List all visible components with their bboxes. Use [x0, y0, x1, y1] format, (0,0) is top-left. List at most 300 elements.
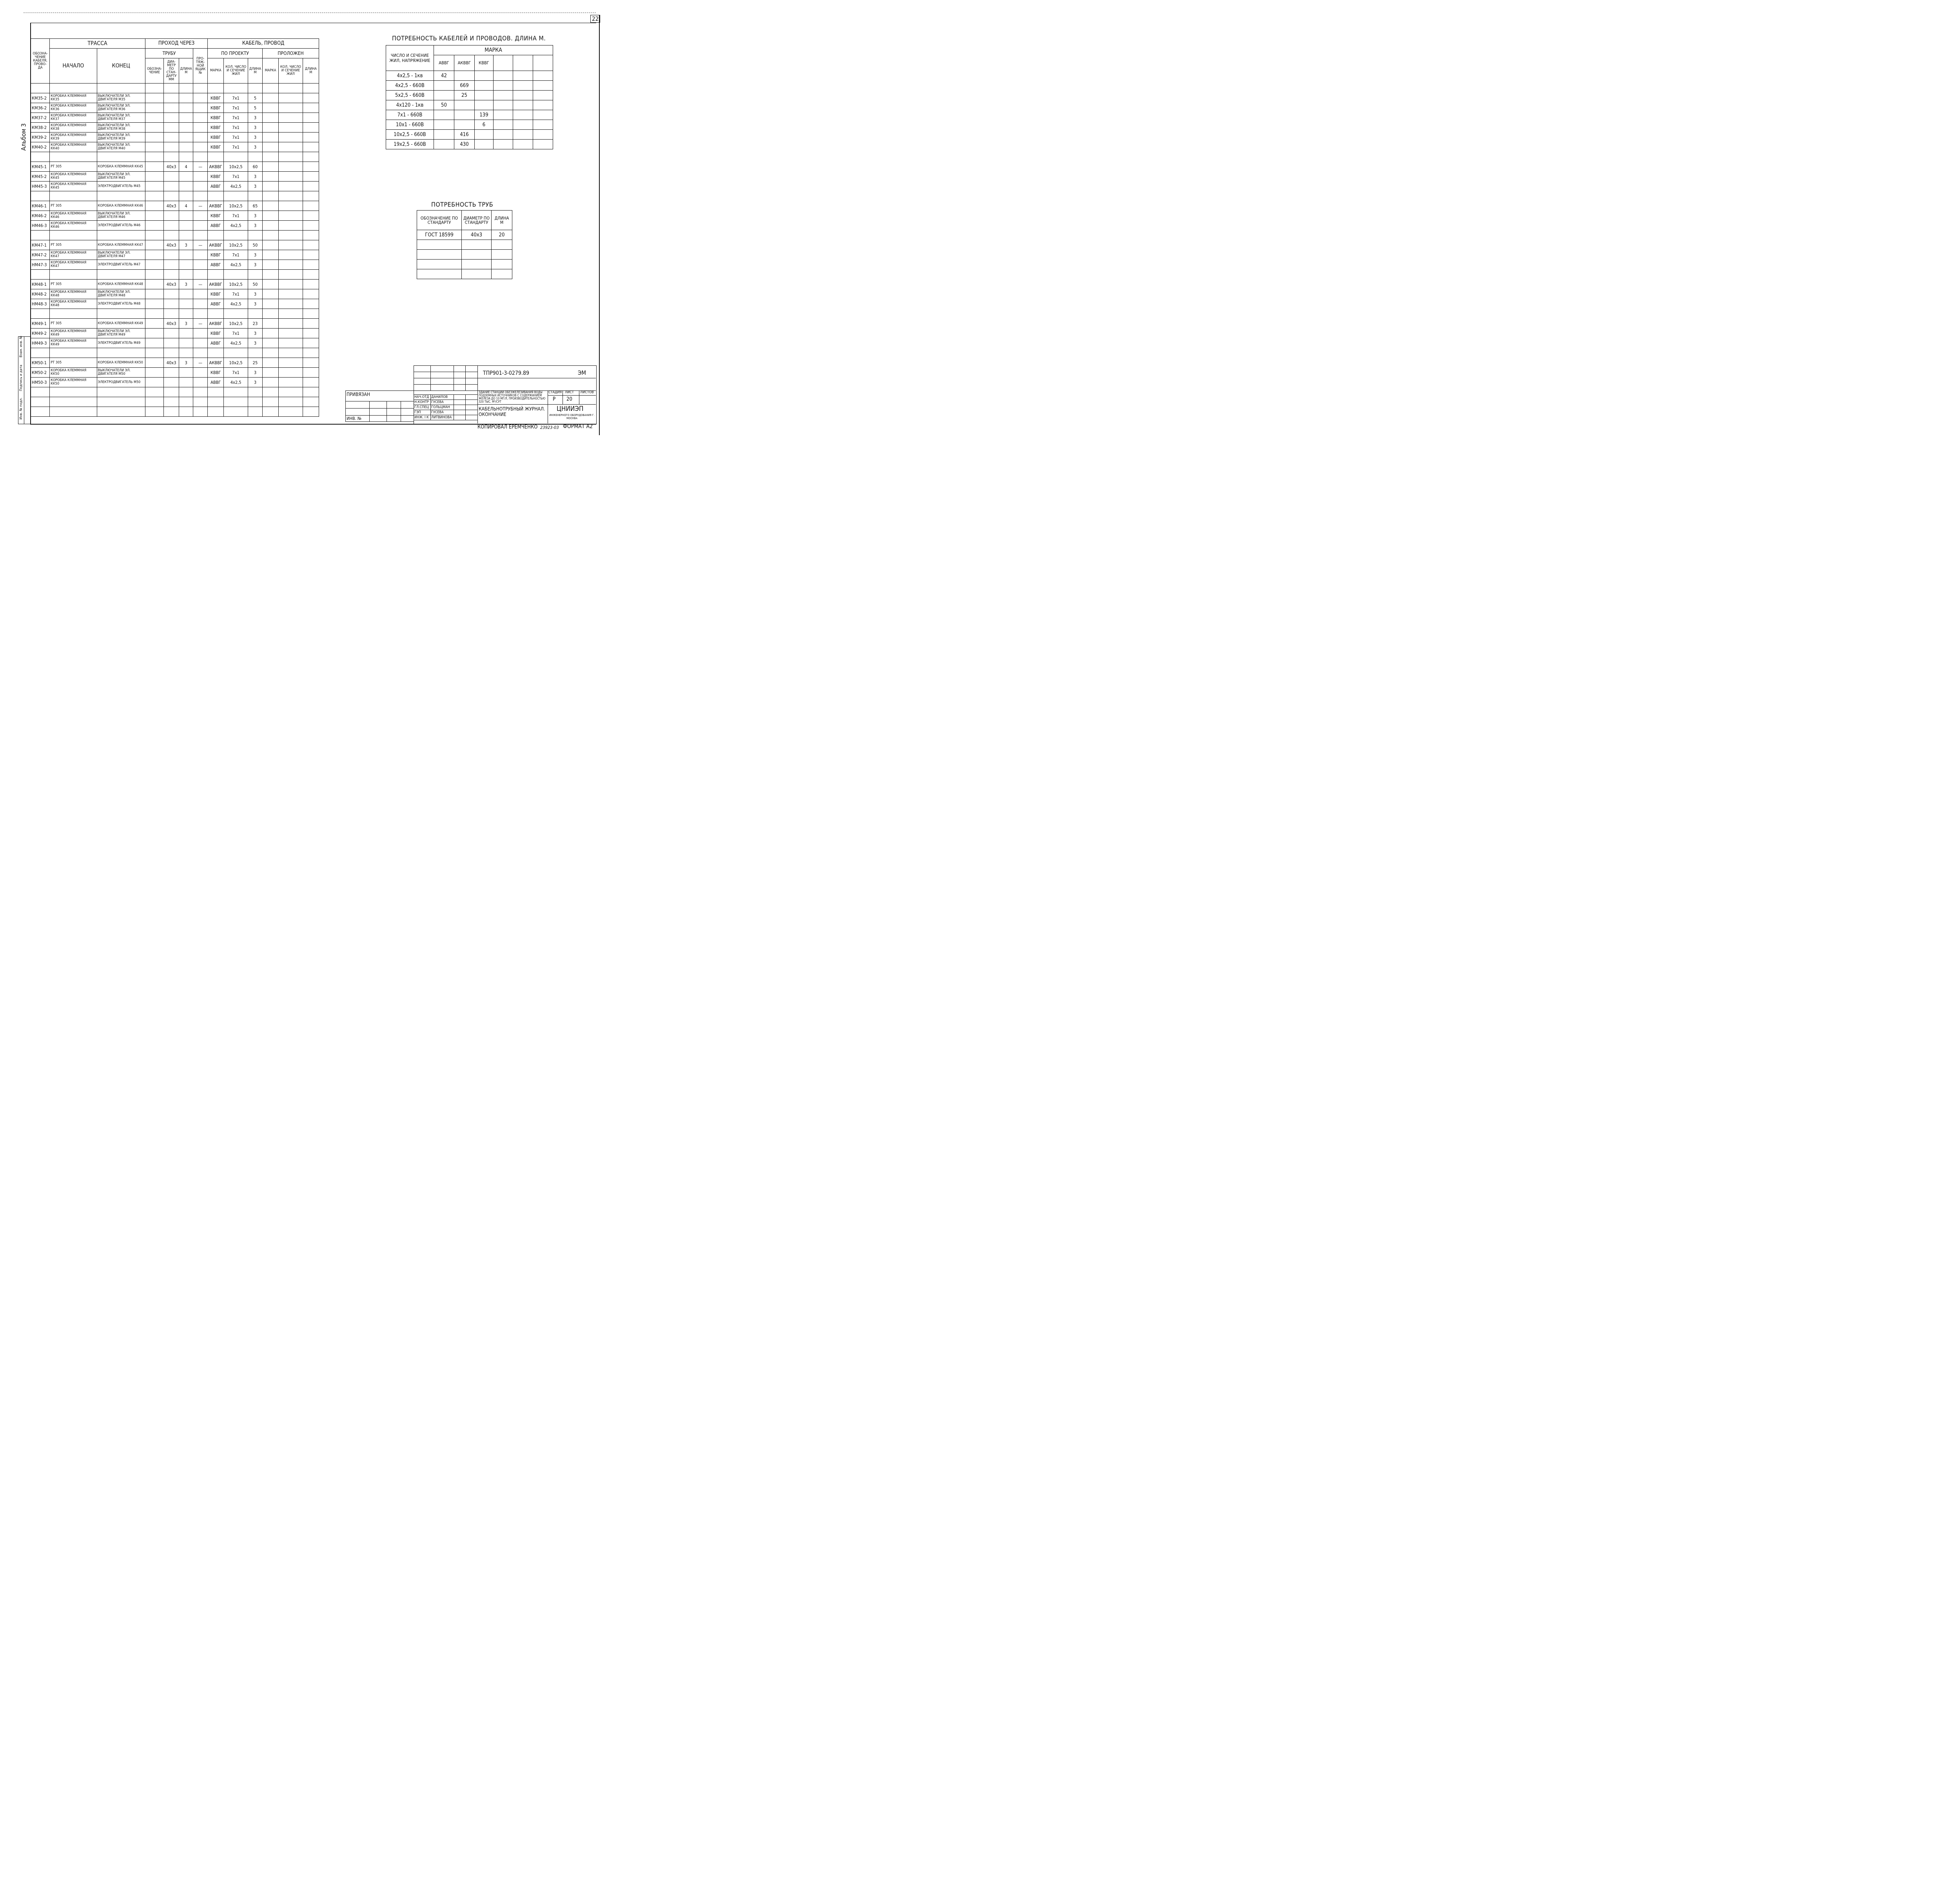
stamp-role: НАЧ.ОТД [414, 395, 431, 400]
cable-marka: АКВВГ [208, 319, 224, 329]
strip-inv-podl: Инв. № подл. [19, 398, 23, 419]
empty-cell [164, 387, 179, 397]
pipes-empty [462, 240, 492, 250]
empty-cell [279, 407, 303, 417]
empty-cell [193, 407, 208, 417]
cable-marka: АКВВГ [208, 358, 224, 368]
cable-cores: 7х1 [224, 133, 248, 142]
cables-value [494, 91, 513, 100]
cable-marka: КВВГ [208, 329, 224, 338]
laid-length [303, 368, 319, 378]
cable-id: КМ48-1 [31, 280, 50, 289]
cable-cores: 10х2,5 [224, 201, 248, 211]
empty-cell [303, 407, 319, 417]
cables-row [386, 100, 553, 110]
laid-marka [262, 93, 278, 103]
cable-length: 3 [248, 182, 262, 191]
cables-mark-empty [494, 55, 513, 71]
pipe-diameter [164, 103, 179, 113]
pull-box [193, 250, 208, 260]
empty-cell [145, 84, 163, 93]
cable-id: КМ45-2 [31, 172, 50, 182]
laid-marka [262, 182, 278, 191]
cables-need-table [386, 45, 553, 149]
cables-row [386, 81, 553, 91]
cables-value [434, 140, 454, 149]
cable-id: КМ48-2 [31, 289, 50, 299]
laid-marka [262, 162, 278, 172]
inv-label: ИНВ. № [347, 416, 362, 421]
cable-cores: 4х2,5 [224, 182, 248, 191]
col-diametr: ДИА-МЕТР ПО СТАН-ДАРТУ ММ [164, 58, 179, 84]
cables-value [533, 71, 553, 81]
cable-marka: КВВГ [208, 93, 224, 103]
laid-marka [262, 329, 278, 338]
empty-cell [248, 270, 262, 280]
cables-value [513, 130, 533, 140]
stamp-name: ДАНИЛОВ [431, 395, 454, 400]
route-start: РТ 305 [50, 280, 97, 289]
cables-value: 139 [475, 110, 494, 120]
empty-cell [262, 191, 278, 201]
copied-by: КОПИРОВАЛ ЕРЕМЧЕНКО [477, 424, 538, 430]
pipe-length [179, 378, 193, 387]
doc-section: ЭМ [578, 369, 586, 376]
empty-cell [31, 397, 50, 407]
stamp-signature [454, 415, 466, 420]
album-label: Альбом 3 [20, 123, 27, 151]
cables-value [494, 100, 513, 110]
laid-marka [262, 319, 278, 329]
laid-length [303, 280, 319, 289]
pipes-col-len: ДЛИНА М [492, 211, 512, 230]
pipe-diameter [164, 260, 179, 270]
table-row [31, 113, 319, 123]
org-name: ЦНИИЭП [557, 405, 584, 413]
laid-cores [279, 211, 303, 221]
empty-cell [193, 270, 208, 280]
empty-cell [303, 191, 319, 201]
cables-value [434, 130, 454, 140]
route-end: ВЫКЛЮЧАТЕЛИ ЭЛ. ДВИГАТЕЛЯ М50 [97, 368, 145, 378]
cable-id: КМ47-2 [31, 250, 50, 260]
route-start: КОРОБКА КЛЕММНАЯ КК36 [50, 103, 97, 113]
group-prohod: ПРОХОД ЧЕРЕЗ [145, 39, 207, 49]
laid-marka [262, 123, 278, 133]
pipes-empty [492, 240, 512, 250]
cable-marka: АВВГ [208, 299, 224, 309]
route-start: РТ 305 [50, 358, 97, 368]
cables-value [454, 120, 475, 130]
route-start: КОРОБКА КЛЕММНАЯ КК47 [50, 250, 97, 260]
sub-po-proektu: ПО ПРОЕКТУ [208, 49, 263, 58]
group-trassa: ТРАССА [50, 39, 145, 49]
cable-cores: 7х1 [224, 329, 248, 338]
empty-cell [164, 348, 179, 358]
pull-box [193, 289, 208, 299]
privyazan-block [345, 390, 414, 422]
cables-row-label: 4х2,5 - 660В [386, 81, 434, 91]
cable-marka: КВВГ [208, 103, 224, 113]
cable-cores: 10х2,5 [224, 319, 248, 329]
blank-row [31, 397, 319, 407]
table-row [31, 358, 319, 368]
empty-cell [31, 387, 50, 397]
pipe-length: 3 [179, 240, 193, 250]
cables-value: 25 [454, 91, 475, 100]
empty-cell [145, 231, 163, 240]
route-end: ВЫКЛЮЧАТЕЛИ ЭЛ. ДВИГАТЕЛЯ М35 [97, 93, 145, 103]
stamp-role: ГЛ.СПЕЦ [414, 405, 431, 410]
pipe-length [179, 221, 193, 231]
cables-value [475, 71, 494, 81]
pull-box: — [193, 201, 208, 211]
empty-cell [97, 348, 145, 358]
route-end: ВЫКЛЮЧАТЕЛИ ЭЛ. ДВИГАТЕЛЯ М48 [97, 289, 145, 299]
cables-value [533, 130, 553, 140]
pipe-designation [145, 162, 163, 172]
table-row [31, 289, 319, 299]
blank-row [31, 348, 319, 358]
cable-id: КМ40-2 [31, 142, 50, 152]
pull-box [193, 172, 208, 182]
empty-cell [262, 84, 278, 93]
empty-cell [248, 309, 262, 319]
pipe-designation [145, 182, 163, 191]
cable-cores: 4х2,5 [224, 221, 248, 231]
laid-length [303, 221, 319, 231]
empty-cell [208, 270, 224, 280]
pipe-diameter [164, 368, 179, 378]
route-end: ВЫКЛЮЧАТЕЛИ ЭЛ. ДВИГАТЕЛЯ М49 [97, 329, 145, 338]
empty-cell [179, 387, 193, 397]
route-start: РТ 305 [50, 162, 97, 172]
empty-cell [224, 309, 248, 319]
empty-cell [145, 191, 163, 201]
pull-box [193, 182, 208, 191]
laid-marka [262, 338, 278, 348]
pipe-length: 3 [179, 280, 193, 289]
empty-cell [145, 309, 163, 319]
route-end: ЭЛЕКТРОДВИГАТЕЛЬ М49 [97, 338, 145, 348]
stamp-date [466, 405, 478, 410]
laid-cores [279, 172, 303, 182]
route-start: КОРОБКА КЛЕММНАЯ КК49 [50, 338, 97, 348]
pipes-std: ГОСТ 18599 [417, 230, 462, 240]
pull-box: — [193, 280, 208, 289]
laid-length [303, 123, 319, 133]
empty-cell [303, 397, 319, 407]
empty-cell [164, 407, 179, 417]
cables-row [386, 71, 553, 81]
cable-length: 5 [248, 103, 262, 113]
empty-cell [145, 397, 163, 407]
cable-id: НМ48-3 [31, 299, 50, 309]
col-marka-2: МАРКА [262, 58, 278, 84]
route-end: КОРОБКА КЛЕММНАЯ КК46 [97, 201, 145, 211]
cable-cores: 7х1 [224, 142, 248, 152]
route-end: КОРОБКА КЛЕММНАЯ КК47 [97, 240, 145, 250]
empty-cell [208, 231, 224, 240]
laid-length [303, 93, 319, 103]
cable-marka: АВВГ [208, 338, 224, 348]
cables-mark-kvvg: КВВГ [475, 55, 494, 71]
stamp-date [466, 395, 478, 400]
pipes-col-std: ОБОЗНАЧЕНИЕ ПО СТАНДАРТУ [417, 211, 462, 230]
sub-trubu: ТРУБУ [145, 49, 193, 58]
cable-cores: 7х1 [224, 123, 248, 133]
laid-cores [279, 103, 303, 113]
empty-cell [262, 270, 278, 280]
empty-cell [224, 397, 248, 407]
pull-box [193, 221, 208, 231]
empty-cell [208, 309, 224, 319]
cable-length: 3 [248, 172, 262, 182]
group-kabel: КАБЕЛЬ, ПРОВОД [208, 39, 319, 49]
cables-row-label: 10х2,5 - 660В [386, 130, 434, 140]
table-row [31, 250, 319, 260]
cable-id: КМ45-1 [31, 162, 50, 172]
col-protyazhnoy: ПРО-ТЯЖ-НОЙ ЯЩИК № [193, 49, 208, 84]
pipes-need-table [417, 210, 512, 279]
cables-value [494, 130, 513, 140]
cable-id: КМ47-1 [31, 240, 50, 250]
pull-box: — [193, 319, 208, 329]
route-start: КОРОБКА КЛЕММНАЯ КК49 [50, 329, 97, 338]
empty-cell [31, 152, 50, 162]
pipes-empty [462, 260, 492, 269]
pipes-empty [462, 269, 492, 279]
empty-cell [248, 152, 262, 162]
pull-box [193, 329, 208, 338]
cable-marka: КВВГ [208, 142, 224, 152]
laid-marka [262, 113, 278, 123]
laid-marka [262, 358, 278, 368]
laid-cores [279, 329, 303, 338]
cable-length: 3 [248, 123, 262, 133]
stadia-label: СТАДИЯ [548, 390, 562, 394]
table-row [31, 240, 319, 250]
pipe-designation [145, 289, 163, 299]
laid-length [303, 172, 319, 182]
blank-row [31, 231, 319, 240]
empty-cell [303, 84, 319, 93]
stamp-name: ГОЛЬЦМАН [431, 405, 454, 410]
cable-marka: КВВГ [208, 133, 224, 142]
signature-row [414, 415, 478, 420]
cables-value [494, 71, 513, 81]
cable-cores: 7х1 [224, 289, 248, 299]
pipe-length: 3 [179, 319, 193, 329]
revision-grid [414, 365, 477, 390]
pipe-designation [145, 368, 163, 378]
laid-length [303, 211, 319, 221]
table-row [31, 329, 319, 338]
cable-id: КМ38-2 [31, 123, 50, 133]
listov-label: ЛИСТОВ [580, 390, 594, 394]
strip-podpis: Подпись и дата [19, 365, 23, 391]
cable-cores: 7х1 [224, 172, 248, 182]
empty-cell [224, 387, 248, 397]
cable-length: 3 [248, 113, 262, 123]
cable-length: 3 [248, 221, 262, 231]
cable-length: 65 [248, 201, 262, 211]
signatures-table [414, 394, 478, 420]
cable-cores: 4х2,5 [224, 260, 248, 270]
cables-value [454, 110, 475, 120]
signature-row [414, 410, 478, 415]
pipe-designation [145, 211, 163, 221]
pipe-diameter: 40х3 [164, 240, 179, 250]
cables-value [434, 110, 454, 120]
cable-length: 60 [248, 162, 262, 172]
table-row [31, 93, 319, 103]
right-border [599, 15, 600, 435]
signature-row [414, 405, 478, 410]
route-end: ВЫКЛЮЧАТЕЛИ ЭЛ. ДВИГАТЕЛЯ М46 [97, 211, 145, 221]
empty-cell [50, 152, 97, 162]
route-start: КОРОБКА КЛЕММНАЯ КК46 [50, 221, 97, 231]
cable-id: КМ37-2 [31, 113, 50, 123]
route-start: РТ 305 [50, 319, 97, 329]
laid-cores [279, 368, 303, 378]
laid-marka [262, 211, 278, 221]
table-row [31, 201, 319, 211]
pipe-designation [145, 123, 163, 133]
cables-row-label: 7х1 - 660В [386, 110, 434, 120]
cables-value [533, 140, 553, 149]
cable-length: 3 [248, 250, 262, 260]
empty-cell [224, 191, 248, 201]
cable-cores: 7х1 [224, 211, 248, 221]
cable-cores: 4х2,5 [224, 338, 248, 348]
pipe-diameter: 40х3 [164, 201, 179, 211]
pipe-diameter: 40х3 [164, 319, 179, 329]
pipe-designation [145, 93, 163, 103]
cable-cores: 4х2,5 [224, 299, 248, 309]
cables-value [533, 110, 553, 120]
pull-box [193, 142, 208, 152]
cable-marka: КВВГ [208, 368, 224, 378]
cable-cores: 7х1 [224, 113, 248, 123]
pipe-designation [145, 299, 163, 309]
blank-row [31, 152, 319, 162]
cable-id: КМ39-2 [31, 133, 50, 142]
route-start: КОРОБКА КЛЕММНАЯ КК39 [50, 133, 97, 142]
route-end: ВЫКЛЮЧАТЕЛИ ЭЛ. ДВИГАТЕЛЯ М37 [97, 113, 145, 123]
stamp-date [466, 415, 478, 420]
stamp-role: ИНЖ. I К [414, 415, 431, 420]
pipe-diameter [164, 378, 179, 387]
empty-cell [224, 407, 248, 417]
route-start: РТ 305 [50, 240, 97, 250]
cables-value [494, 81, 513, 91]
empty-cell [31, 231, 50, 240]
strip-vzam: Взам. инв. № [19, 336, 23, 358]
laid-cores [279, 240, 303, 250]
table-row [31, 338, 319, 348]
pipe-designation [145, 142, 163, 152]
pipe-diameter: 40х3 [164, 162, 179, 172]
empty-cell [179, 309, 193, 319]
pipe-designation [145, 103, 163, 113]
cable-length: 25 [248, 358, 262, 368]
laid-marka [262, 260, 278, 270]
table-row [31, 280, 319, 289]
blank-row [31, 191, 319, 201]
route-start: КОРОБКА КЛЕММНАЯ КК40 [50, 142, 97, 152]
cables-mark-avvg: АВВГ [434, 55, 454, 71]
cable-marka: АКВВГ [208, 240, 224, 250]
route-end: ВЫКЛЮЧАТЕЛИ ЭЛ. ДВИГАТЕЛЯ М45 [97, 172, 145, 182]
laid-marka [262, 240, 278, 250]
laid-length [303, 329, 319, 338]
pipe-diameter [164, 289, 179, 299]
table-row [31, 103, 319, 113]
table-row [31, 378, 319, 387]
laid-marka [262, 378, 278, 387]
empty-cell [248, 84, 262, 93]
empty-cell [262, 348, 278, 358]
cables-row-label: 19х2,5 - 660В [386, 140, 434, 149]
empty-cell [50, 407, 97, 417]
cables-value [475, 100, 494, 110]
laid-length [303, 319, 319, 329]
cable-marka: КВВГ [208, 289, 224, 299]
cable-id: КМ46-1 [31, 201, 50, 211]
empty-cell [164, 191, 179, 201]
pipes-empty [462, 250, 492, 260]
cables-marka-label: МАРКА [434, 45, 553, 55]
cables-value [533, 120, 553, 130]
empty-cell [224, 152, 248, 162]
table-row [31, 182, 319, 191]
pipe-length [179, 211, 193, 221]
cables-row [386, 140, 553, 149]
empty-cell [145, 270, 163, 280]
cable-marka: КВВГ [208, 113, 224, 123]
cables-mark-empty [513, 55, 533, 71]
laid-length [303, 240, 319, 250]
pipe-length [179, 123, 193, 133]
cables-value [533, 91, 553, 100]
laid-marka [262, 289, 278, 299]
laid-cores [279, 123, 303, 133]
pull-box [193, 211, 208, 221]
laid-length [303, 201, 319, 211]
empty-cell [208, 387, 224, 397]
stamp-date [466, 400, 478, 405]
empty-cell [164, 397, 179, 407]
empty-cell [50, 348, 97, 358]
pipe-designation [145, 319, 163, 329]
cable-marka: АВВГ [208, 221, 224, 231]
pipe-length: 4 [179, 201, 193, 211]
pipe-diameter [164, 329, 179, 338]
cable-length: 23 [248, 319, 262, 329]
laid-marka [262, 280, 278, 289]
route-end: КОРОБКА КЛЕММНАЯ КК48 [97, 280, 145, 289]
empty-cell [248, 191, 262, 201]
pipe-designation [145, 113, 163, 123]
empty-cell [179, 84, 193, 93]
pipe-length [179, 329, 193, 338]
cable-marka: АВВГ [208, 260, 224, 270]
cables-title: ПОТРЕБНОСТЬ КАБЕЛЕЙ И ПРОВОДОВ. ДЛИНА М. [392, 35, 546, 42]
pipe-diameter [164, 250, 179, 260]
col-dlina-truby: ДЛИНА М [179, 58, 193, 84]
pipe-designation [145, 358, 163, 368]
